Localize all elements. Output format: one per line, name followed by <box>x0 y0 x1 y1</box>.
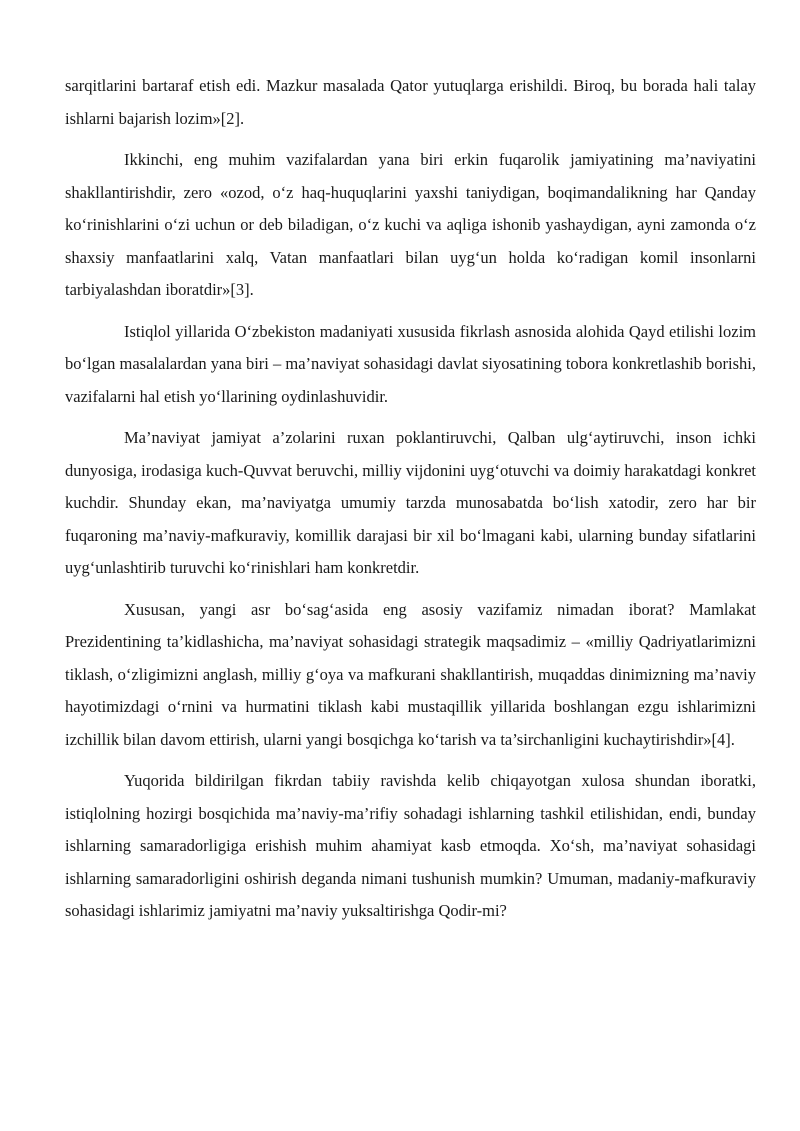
paragraph-new-century-task: Xususan, yangi asr bo‘sag‘asida eng asosiy vazifamiz nimadan iborat? Mamlakat Prezidentining ta’kidlashicha, ma’naviyat sohasidagi strategik maqsadimiz – «milliy Qadriyatlarimizni tiklash, o‘zligimizni anglash, milliy g‘oya va mafkurani shakllantirish, muqaddas dinimizning ma’naviy hayotimizdagi o‘rnini va hurmatini tiklash kabi mustaqillik yillarida boshlangan ezgu ishlarimizni izchillik bilan davom ettirish, ularni yangi bosqichga ko‘tarish va ta’sirchanligini kuchaytirishdir»[4]. <box>65 599 756 749</box>
paragraph-independence-years: Istiqlol yillarida O‘zbekiston madaniyati xususida fikrlash asnosida alohida Qayd etilishi lozim bo‘lgan masalalardan yana biri – ma’naviyat sohasidagi davlat siyosatining tobora konkretlashib borishi, vazifalarni hal etish yo‘llarining oydinlashuvidir. <box>65 321 756 406</box>
paragraph-spirituality-definition: Ma’naviyat jamiyat a’zolarini ruxan poklantiruvchi, Qalban ulg‘aytiruvchi, inson ichki dunyosiga, irodasiga kuch-Quvvat beruvchi, milliy vijdonini uyg‘otuvchi va doimiy harakatdagi konkret kuchdir. Shunday ekan, ma’naviyatga umumiy tarzda munosabatda bo‘lish xatodir, zero har bir fuqaroning ma’naviy-mafkuraviy, komillik darajasi bir xil bo‘lmagani kabi, ularning bunday sifatlarini uyg‘unlashtirib turuvchi ko‘rinishlari ham konkretdir. <box>65 428 756 577</box>
paragraph-continuation: sarqitlarini bartaraf etish edi. Mazkur masalada Qator yutuqlarga erishildi. Biroq, bu borada hali talay ishlarni bajarish lozim»[2]. <box>65 76 756 128</box>
document-page <box>65 70 756 937</box>
paragraph-second-task: Ikkinchi, eng muhim vazifalardan yana biri erkin fuqarolik jamiyatining ma’naviyatini shakllantirishdir, zero «ozod, o‘z haq-huquqlarini yaxshi taniydigan, boqimandalikning har Qanday ko‘rinishlarini o‘zi uchun or deb biladigan, o‘z kuchi va aqliga ishonib yashaydigan, ayni zamonda o‘z shaxsiy manfaatlarini xalq, Vatan manfaatlari bilan uyg‘un holda ko‘radigan komil insonlarni tarbiyalashdan iboratdir»[3]. <box>65 150 756 299</box>
paragraph-conclusion: Yuqorida bildirilgan fikrdan tabiiy ravishda kelib chiqayotgan xulosa shundan iboratki, istiqlolning hozirgi bosqichida ma’naviy-ma’rifiy sohadagi ishlarning tashkil etilishidan, endi, bunday ishlarning samaradorligiga erishish muhim ahamiyat kasb etmoqda. Xo‘sh, ma’naviyat sohasidagi ishlarning samaradorligini oshirish deganda nimani tushunish mumkin? Umuman, madaniy-mafkuraviy sohasidagi ishlarimiz jamiyatni ma’naviy yuksaltirishga Qodir-mi? <box>65 771 756 920</box>
